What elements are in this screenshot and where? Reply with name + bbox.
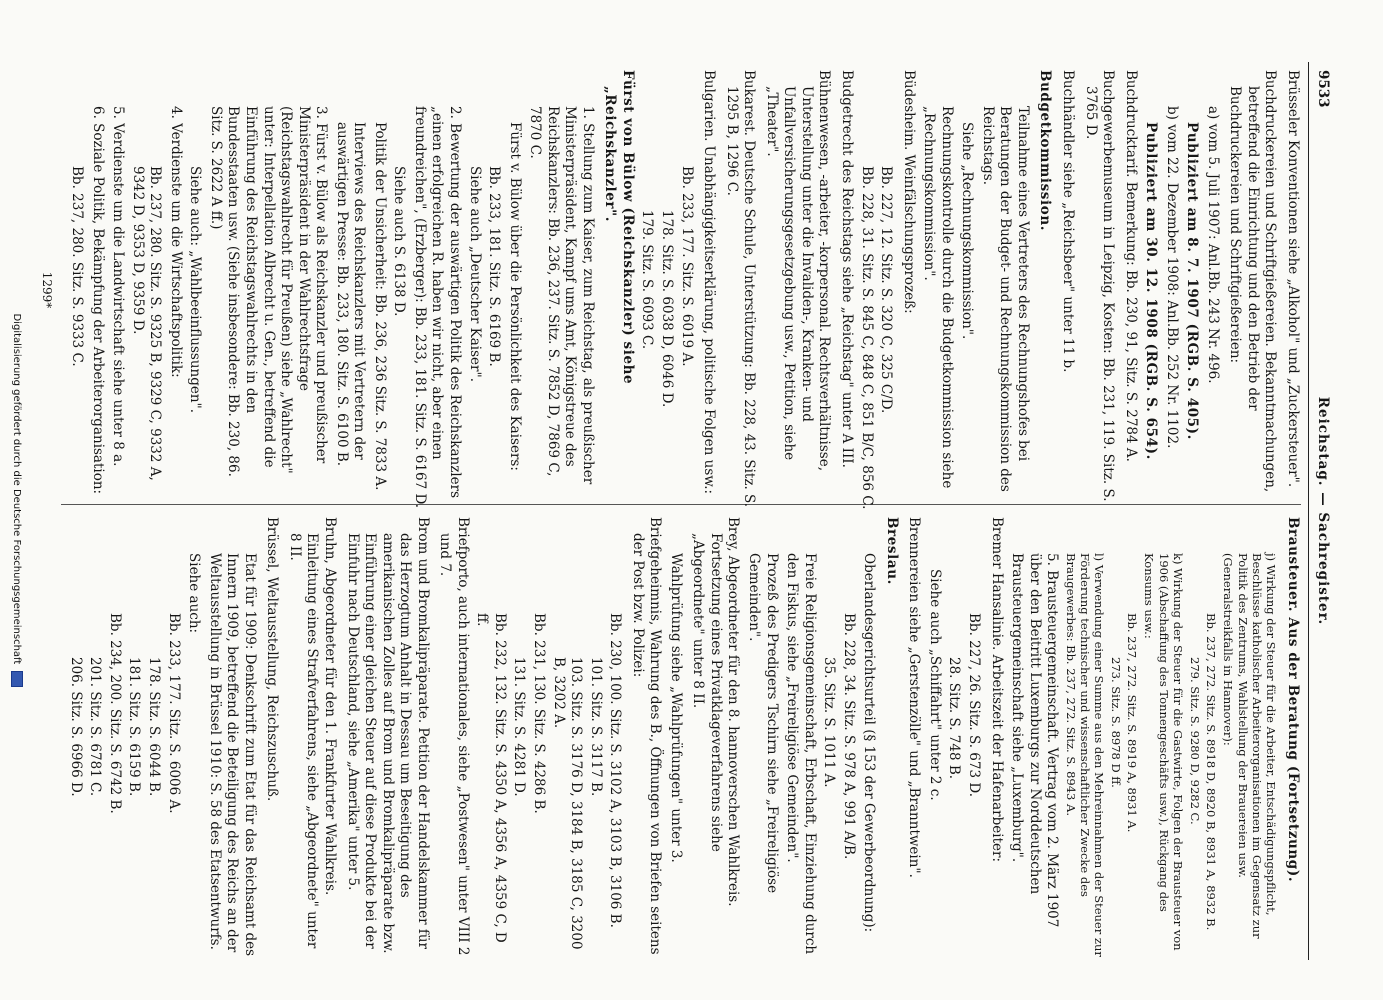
entry-bruessel: Brüssel, Weltausstellung, Reichszuschuß. [264,517,281,802]
dfg-logo-icon [11,671,23,687]
entry-bue-2: 2. Bewertung der auswärtigen Politik des Reichskanzlers „einen erfolgreichen R. haben wir nicht, aber einen freundreichen", (Erzberger): Bb. 233, 181. Sitz. S. 6167 D. [411,106,464,509]
digitization-credit [10,0,23,1000]
entry-brey-2: Wahlprüfung siehe „Wahlprüfungen" unter 3. [667,553,684,863]
entry-bs-k-refs: Bb. 237, 272. Sitz. S. 8919 A, 8931 A. [1125,613,1140,833]
entry-bruhn: Bruhn, Abgeordneter für den 1. Frankfurter Wahlkreis. Einleitung eines Strafverfahrens, siehe „Abgeordnete" unter 8 II. [286,517,338,949]
entry-bg-refs1: Bb. 230, 100. Sitz. S. 3102 A, 3103 B, 3106 B. [607,613,624,928]
entry-br-refs4: Bb. 234, 200. Sitz. S. 6742 B. [106,613,123,814]
entry-bruessel-1: Etat für 1909: Denkschrift zum Etat für das Reichsamt des Innern 1909, betreffend die Beteiligung des Reichs an der Weltausstellung in Brüssel 1910: S. 58 des Etatsentwurfs. [206,553,258,957]
entry-bg-refs2: 101. Sitz. S. 3117 B. [587,657,604,797]
credit-text: Digitalisierung gefördert durch die Deutsche Forschungsgemeinschaft [11,313,22,665]
entry-br-refs2: 178. Sitz. S. 6044 B. [146,657,163,797]
entry-bue-2c: Politik der Unsicherheit: Bb. 236, 236 Sitz. S. 7833 A. [371,122,388,491]
entry-bdr-b: b) vom 22. Dezember 1908: Anl.Bb. 252 Nr. 1102. [1163,106,1180,449]
entry-bue-2b: Siehe auch S. 6138 D. [391,166,408,317]
entry-bue-4: 4. Verdienste um die Wirtschaftspolitik: [167,106,184,378]
entry-breslau-refs: Bb. 228, 34. Sitz. S. 978 A, 991 A/B. [840,613,857,860]
entry-bue-1d: Siehe auch „Deutscher Kaiser". [466,166,483,382]
entry-bdr-a: a) vom 5. Juli 1907: Anl.Bb. 243 Nr. 496. [1204,106,1221,384]
entry-bg-refs4: Bb. 231, 130. Sitz. S. 4286 B. [530,613,547,814]
entry-breslau-1: Oberlandesgerichtsurteil (§ 153 der Gewerbeordnung): [861,553,878,933]
entry-bs-j: j) Wirkung der Steuer für die Arbeiter, Entschädigungspflicht, Beschlüsse katholischer Arbeiterorganisationen im Gegensatz zur Politik des Zentrums, Wahlstellung der Brauereien usw. (Generalstreikfalls in Hannover): [1221,553,1279,939]
entry-bue-1: 1. Stellung zum Kaiser, zum Reichstag, als preußischer Ministerpräsident, Kampf ums Amt, Königstreue des Reichskanzlers: Bb. 236, 237. Sitz. S. 7852 D, 7869 C, 7870 C. [527,106,596,485]
entry-bremer: Bremer Hansalinie. Arbeitszeit der Hafenarbeiter: [988,517,1005,862]
entry-bue-1c: Bb. 233, 181. Sitz. S. 6169 B. [486,166,503,367]
entry-buchhaendler: Buchhändler siehe „Reichsbeer" unter 11 b. [1059,70,1076,373]
entry-bs-l: l) Verwendung einer Summe aus den Mehreinnahmen der Steuer zur Förderung technischer und wissenschaftlicher Zwecke des Braugewerbes: Bb. 237, 272. Sitz. S. 8943 A. [1063,553,1107,957]
entry-bs-5: 5. Brausteuergemeinschaft. Vertrag vom 2. März 1907 über den Beitritt Luxemburgs zur Norddeutschen Brausteuergemeinschaft siehe „Luxemburg". [1009,553,1061,928]
entry-bg-refs5: 131. Sitz. S. 4281 D. [511,657,528,797]
page-reference: 1299* [39,271,54,309]
entry-bs-k-refs2: 273. Sitz. S. 8978 D ff. [1108,657,1123,788]
entry-budget-1: Teilnahme eines Vertreters des Rechnungshofes bei Beratungen der Budget- und Rechnungskommission des Reichstags. [979,106,1031,492]
entry-bue-5: 5. Verdienste um die Landwirtschaft siehe unter 8 a. [110,106,127,467]
entry-buelow: Fürst von Bülow (Reichskanzler) siehe „Reichskanzler". [602,70,636,385]
entry-br-refs5: 201. Sitz. S. 6781 C. [87,657,104,797]
entry-br-refs3: 181. Sitz. S. 6159 B. [126,657,143,797]
entry-bulgarien: Bulgarien. Unabhängigkeitserklärung, politische Folgen usw.: [701,70,718,495]
entry-buehnenwesen: Bühnenwesen, -arbeiter, -korpersonal. Rechtsverhältnisse, Unterstellung unter die Invaliden-, Kranken- und Unfallversicherungsgesetzgebung usw., Petition, siehe „Theater". [763,70,833,471]
entry-bue-1b: Fürst v. Bülow über die Persönlichkeit des Kaisers: [506,122,523,471]
entry-brey: Brey, Abgeordneter für den 8. hannoverschen Wahlkreis. Fortsetzung eines Privatklageverfahrens siehe „Abgeordnete" unter 8 II. [690,517,742,907]
entry-bremer-refs2: 28. Sitz. S. 748 B. [946,657,963,780]
entry-bued-refs2: Bb. 228, 31. Sitz. S. 845 C, 848 C, 851 B/C, 856 C. [858,166,875,510]
page-number: 9533 [1315,70,1331,108]
entry-buedesheim: Büdesheim. Weinfälschungsprozeß: [900,70,917,314]
entry-br-refs1: Bb. 233, 177. Sitz. S. 6006 A. [165,613,182,814]
entry-bremer-2: Siehe auch „Schiffahrt" unter 2 c. [926,569,943,801]
entry-briefgeheimnis: Briefgeheimnis, Wahrung des B., Öffnungen von Briefen seitens der Post bzw. Polizei: [629,517,664,955]
entry-brom: Brom und Bromkalipräparate. Petition der Handelskammer für das Herzogtum Anhalt in Dessau um Beseitigung des amerikanischen Zolles auf Brom und Bromkalipräparate bzw. Einführung einer gleichen Steuer auf diese Produkte bei der Einfuhr nach Deutschland, siehe „Amerika" unter 5. [344,517,431,954]
page-title: Reichstag. — Sachregister. [1315,396,1331,626]
left-column [26,70,1301,510]
entry-br-refs6: 206. Sitz. S. 6966 D. [67,657,84,797]
entry-bremer-refs1: Bb. 227, 26. Sitz. S. 673 D. [966,613,983,797]
entry-buchgewerbe: Buchgewerbemuseum in Leipzig, Kosten: Bb. 231, 119. Sitz. S. 3765 D. [1082,70,1117,502]
entry-bue-6b: Bb. 237, 280. Sitz. S. 9333 C. [69,166,86,367]
entry-bdr-a2: Publiziert am 8. 7. 1907 (RGB. S. 405). [1184,122,1201,440]
right-column [64,517,1301,957]
entry-budgetkommission: Budgetkommission. [1037,70,1054,232]
entry-bs-j-refs2: 279. Sitz. S. 9280 D, 9282 C. [1187,657,1202,825]
entry-bulg-refs1: Bb. 233, 177. Sitz. S. 6019 A. [678,166,695,367]
entry-bued-refs1: Bb. 227, 12. Sitz. S. 320 C, 325 C/D. [878,166,895,414]
entry-bue-6: 6. Soziale Politik, Bekämpfung der Arbeiterorganisation: [89,106,106,495]
entry-brennereien: Brennereien siehe „Gerstenzölle" und „Branntwein". [906,517,923,878]
entry-bue-2d: Interviews des Reichskanzlers mit Vertretern der auswärtigen Presse: Bb. 233, 180. Sitz. S. 6100 B. [333,122,368,467]
entry-bs-k: k) Wirkung der Steuer für die Gastwirte, Folgen der Brausteuer von 1906 (Abschaffung des Tonnengeschäfts usw.), Rückgang des Konsums usw.: [1142,553,1186,951]
entry-bue-4b: Bb. 237, 280. Sitz. S. 9325 B, 9329 C, 9332 A, 9342 D, 9353 D, 9359 D. [129,166,164,481]
entry-bue-3b: Siehe auch: „Wahlbeeinflussungen". [187,166,204,414]
entry-breslau-2: Freie Religionsgemeinschaft, Erbschaft, Einziehung durch den Fiskus, siehe „Freireligiöse Gemeinden". [784,553,818,955]
entry-bulg-refs3: 179. Sitz. S. 6093 C. [639,210,656,350]
entry-breslau-refs2: 35. Sitz. S. 1011 A. [821,657,838,788]
entry-bdr-b2: Publiziert am 30. 12. 1908 (RGB. S. 654). [1143,122,1160,460]
entry-brausteuer: Brausteuer. Aus der Beratung (Fortsetzung). [1285,517,1301,883]
entry-bg-refs3: 103. Sitz. S. 3176 D, 3184 B, 3185 C, 3200 B, 3202 A. [550,657,585,950]
entry-bukarest: Bukarest. Deutsche Schule, Unterstützung: Bb. 228, 43. Sitz. S. 1295 B, 1296 C. [723,70,758,508]
entry-budget-2: Siehe „Rechnungskommission". [959,122,976,340]
entry-briefporto: Briefporto, auch internationales, siehe „Postwesen" unter VIII 2 und 7. [437,517,471,956]
entry-buchdrucktarif: Buchdrucktarif. Bemerkung: Bb. 230, 91, Sitz. S. 2784 A. [1122,70,1139,462]
entry-breslau-3: Prozeß des Predigers Tschirn siehe „Freireligiöse Gemeinden". [746,553,780,894]
entry-breslau: Breslau. [883,517,900,585]
entry-bruessel-2: Siehe auch: [186,553,203,634]
entry-budgetrecht: Budgetrecht des Reichstags siehe „Reichstag" unter A III. [838,70,855,468]
entry-buchdruckereien: Buchdruckereien und Schriftgießereien. Bekanntmachungen, betreffend die Einrichtung und den Betrieb der Buchdruckereien und Schriftgießereien: [1227,70,1279,493]
entry-bue-3: 3. Fürst v. Bülow als Reichskanzler und preußischer Ministerpräsident in der Wahlrechtsfrage (Reichstagswahlrecht für Preußen) siehe „Wahlrecht" unter: Interpellation Albrecht u. Gen., betreffend die Einführung des Reichstagswahlrechts in den Bundesstaaten usw. (Siehe insbesondere: Bb. 230, 86. Sitz. S. 2622 A ff.) [207,106,330,477]
entry-bulg-refs2: 178. Sitz. S. 6038 D, 6046 D. [659,210,676,408]
page-header [1308,62,1331,960]
entry-bs-j-refs: Bb. 237, 272. Sitz. S. 8918 D, 8920 B, 8931 A, 8932 B. [1203,613,1218,931]
entry-bg-refs6: Bb. 232, 132. Sitz. S. 4350 A, 4356 A, 4359 C, D ff. [474,613,508,943]
entry-brauner: Brüsseler Konventionen siehe „Alkohol" und „Zuckersteuer". [1285,70,1301,488]
entry-budget-3: Rechnungskontrolle durch die Budgetkommission siehe „Rechnungskommission". [921,106,955,489]
